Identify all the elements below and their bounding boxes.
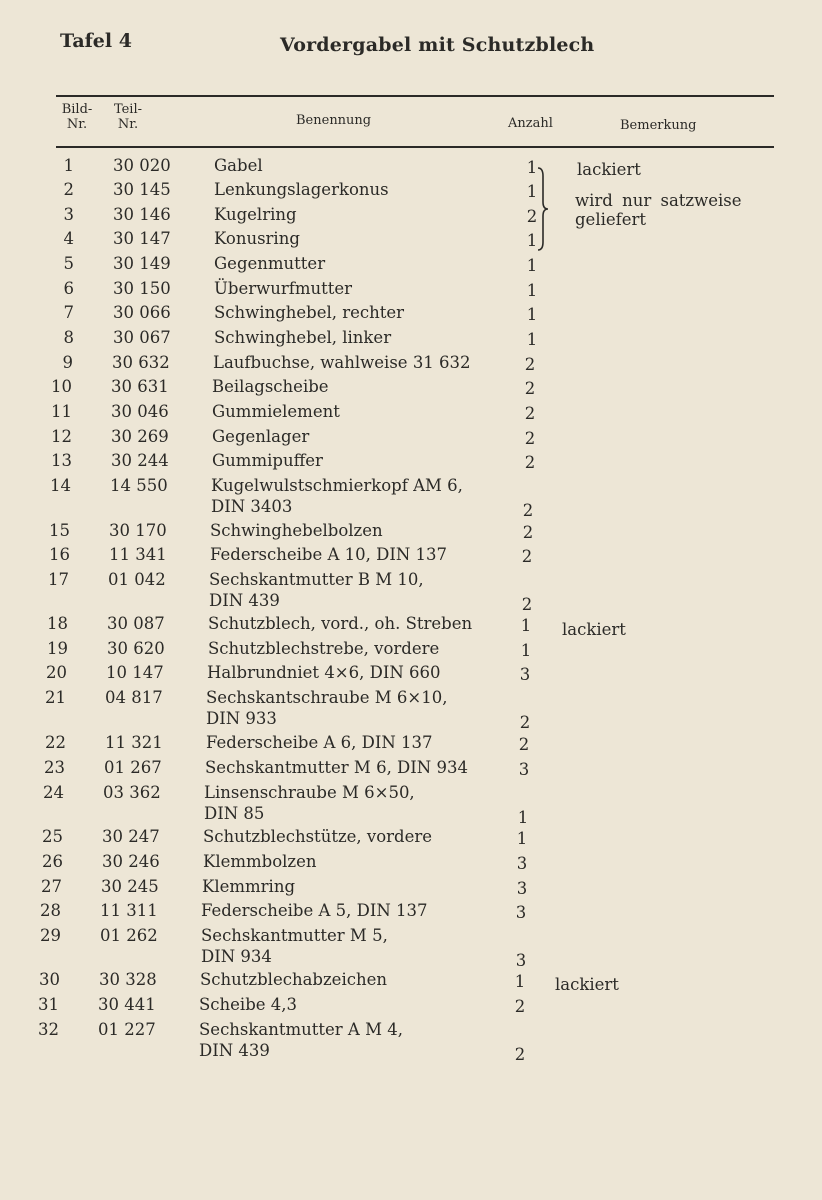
row-benennung-line2: DIN 3403 — [211, 497, 293, 516]
row-benennung: Kugelring — [214, 205, 297, 224]
row-anzahl: 1 — [526, 182, 538, 201]
row-benennung: Federscheibe A 6, DIN 137 — [206, 733, 433, 752]
row-anzahl: 1 — [514, 972, 526, 991]
row-teil-nr: 01 262 — [100, 926, 158, 945]
row-bild-nr: 8 — [63, 328, 74, 347]
column-header-bemerkung: Bemerkung — [620, 118, 697, 133]
row-teil-nr: 04 817 — [105, 688, 163, 707]
row-anzahl: 1 — [517, 808, 529, 827]
row-teil-nr: 30 150 — [113, 279, 171, 298]
row-benennung: Schutzblechabzeichen — [200, 970, 387, 989]
row-benennung-line2: DIN 439 — [209, 591, 280, 610]
row-bild-nr: 24 — [43, 783, 64, 802]
row-bild-nr: 12 — [51, 427, 72, 446]
row-teil-nr: 01 042 — [108, 570, 166, 589]
row-bild-nr: 27 — [41, 877, 62, 896]
row-anzahl: 1 — [526, 281, 538, 300]
row-anzahl: 2 — [518, 735, 530, 754]
remark-lackiert-30: lackiert — [555, 975, 619, 994]
row-bild-nr: 3 — [63, 205, 74, 224]
row-bild-nr: 11 — [51, 402, 72, 421]
row-benennung: Scheibe 4,3 — [199, 995, 298, 1014]
remark-lackiert-18: lackiert — [562, 620, 626, 639]
row-anzahl: 3 — [515, 951, 527, 970]
row-bild-nr: 17 — [48, 570, 69, 589]
row-teil-nr: 11 321 — [105, 733, 163, 752]
row-teil-nr: 30 246 — [102, 852, 160, 871]
row-benennung: Schwinghebelbolzen — [210, 521, 383, 540]
row-benennung: Lenkungslagerkonus — [214, 180, 389, 199]
column-header-bild-nr: Bild- Nr. — [61, 102, 93, 132]
row-bild-nr: 21 — [45, 688, 66, 707]
remark-geliefert: geliefert — [575, 210, 647, 229]
header-top-rule — [56, 95, 774, 97]
row-anzahl: 2 — [522, 523, 534, 542]
row-anzahl: 2 — [524, 379, 536, 398]
row-anzahl: 3 — [519, 665, 531, 684]
row-bild-nr: 6 — [63, 279, 74, 298]
row-teil-nr: 30 146 — [113, 205, 171, 224]
row-anzahl: 1 — [520, 641, 532, 660]
row-teil-nr: 30 067 — [113, 328, 171, 347]
row-benennung-line2: DIN 85 — [204, 804, 265, 823]
row-anzahl: 3 — [516, 854, 528, 873]
row-bild-nr: 15 — [49, 521, 70, 540]
row-benennung: Überwurfmutter — [214, 279, 353, 298]
row-teil-nr: 14 550 — [110, 476, 168, 495]
row-bild-nr: 1 — [63, 156, 74, 175]
row-teil-nr: 30 149 — [113, 254, 171, 273]
row-bild-nr: 30 — [39, 970, 60, 989]
row-bild-nr: 18 — [47, 614, 68, 633]
row-bild-nr: 25 — [42, 827, 63, 846]
row-benennung: Federscheibe A 5, DIN 137 — [201, 901, 428, 920]
row-benennung: Sechskantmutter B M 10, — [209, 570, 424, 589]
row-bild-nr: 31 — [38, 995, 59, 1014]
row-benennung: Schutzblech, vord., oh. Streben — [208, 614, 473, 633]
row-benennung: Klemmbolzen — [203, 852, 317, 871]
row-benennung: Klemmring — [202, 877, 296, 896]
row-anzahl: 1 — [526, 330, 538, 349]
row-teil-nr: 30 247 — [102, 827, 160, 846]
row-anzahl: 2 — [514, 997, 526, 1016]
remark-lackiert-1: lackiert — [577, 160, 641, 179]
row-teil-nr: 11 311 — [100, 901, 158, 920]
row-bild-nr: 29 — [40, 926, 61, 945]
row-benennung: Halbrundniet 4×6, DIN 660 — [207, 663, 441, 682]
row-bild-nr: 28 — [40, 901, 61, 920]
row-benennung: Gegenmutter — [214, 254, 326, 273]
row-anzahl: 1 — [516, 829, 528, 848]
row-benennung: Kugelwulstschmierkopf AM 6, — [211, 476, 463, 495]
row-teil-nr: 30 631 — [111, 377, 169, 396]
row-bild-nr: 16 — [49, 545, 70, 564]
row-teil-nr: 30 020 — [113, 156, 171, 175]
row-teil-nr: 30 269 — [111, 427, 169, 446]
row-benennung: Federscheibe A 10, DIN 137 — [210, 545, 448, 564]
row-teil-nr: 30 632 — [112, 353, 170, 372]
row-anzahl: 2 — [524, 429, 536, 448]
row-teil-nr: 30 244 — [111, 451, 169, 470]
row-anzahl: 2 — [524, 453, 536, 472]
row-benennung: Gummielement — [212, 402, 340, 421]
row-teil-nr: 03 362 — [103, 783, 161, 802]
row-anzahl: 2 — [521, 547, 533, 566]
row-benennung: Sechskantmutter M 6, DIN 934 — [205, 758, 468, 777]
row-anzahl: 2 — [524, 404, 536, 423]
row-anzahl: 2 — [521, 595, 533, 614]
row-benennung: Gegenlager — [212, 427, 310, 446]
row-bild-nr: 10 — [51, 377, 72, 396]
row-teil-nr: 30 147 — [113, 229, 171, 248]
row-benennung: Schwinghebel, rechter — [214, 303, 405, 322]
row-bild-nr: 22 — [45, 733, 66, 752]
row-benennung: Gabel — [214, 156, 263, 175]
row-benennung: Beilagscheibe — [212, 377, 329, 396]
row-anzahl: 1 — [526, 158, 538, 177]
row-benennung: Sechskantmutter M 5, — [201, 926, 388, 945]
row-anzahl: 1 — [526, 256, 538, 275]
row-anzahl: 1 — [526, 305, 538, 324]
row-benennung: Schwinghebel, linker — [214, 328, 392, 347]
row-bild-nr: 2 — [63, 180, 74, 199]
row-benennung: Gummipuffer — [212, 451, 323, 470]
row-benennung: Laufbuchse, wahlweise 31 632 — [213, 353, 471, 372]
row-benennung-line2: DIN 439 — [199, 1041, 270, 1060]
row-bild-nr: 23 — [44, 758, 65, 777]
column-header-teil-nr: Teil- Nr. — [113, 102, 143, 132]
plate-number: Tafel 4 — [60, 30, 132, 52]
row-anzahl: 2 — [524, 355, 536, 374]
row-anzahl: 3 — [516, 879, 528, 898]
row-teil-nr: 30 145 — [113, 180, 171, 199]
row-bild-nr: 9 — [62, 353, 73, 372]
row-anzahl: 2 — [519, 713, 531, 732]
row-anzahl: 1 — [520, 616, 532, 635]
row-teil-nr: 30 087 — [107, 614, 165, 633]
remark-brace — [536, 166, 550, 252]
row-teil-nr: 30 245 — [101, 877, 159, 896]
row-benennung: Schutzblechstütze, vordere — [203, 827, 433, 846]
row-benennung: Sechskantmutter A M 4, — [199, 1020, 403, 1039]
row-teil-nr: 30 046 — [111, 402, 169, 421]
row-teil-nr: 11 341 — [109, 545, 167, 564]
column-header-benennung: Benennung — [296, 113, 372, 128]
row-anzahl: 2 — [522, 501, 534, 520]
row-bild-nr: 32 — [38, 1020, 59, 1039]
row-benennung: Sechskantschraube M 6×10, — [206, 688, 448, 707]
header-bottom-rule — [56, 146, 774, 148]
row-benennung: Konusring — [214, 229, 300, 248]
column-header-anzahl: Anzahl — [508, 116, 553, 131]
row-teil-nr: 30 328 — [99, 970, 157, 989]
row-teil-nr: 01 227 — [98, 1020, 156, 1039]
remark-satzweise: wird nur satzweise — [575, 191, 742, 210]
row-benennung: Linsenschraube M 6×50, — [204, 783, 415, 802]
row-teil-nr: 30 066 — [113, 303, 171, 322]
row-anzahl: 1 — [526, 231, 538, 250]
row-anzahl: 2 — [526, 207, 538, 226]
row-bild-nr: 5 — [63, 254, 74, 273]
page-title: Vordergabel mit Schutzblech — [280, 34, 595, 56]
row-anzahl: 3 — [515, 903, 527, 922]
row-bild-nr: 13 — [51, 451, 72, 470]
row-bild-nr: 4 — [63, 229, 74, 248]
row-teil-nr: 01 267 — [104, 758, 162, 777]
row-teil-nr: 30 620 — [107, 639, 165, 658]
row-teil-nr: 30 170 — [109, 521, 167, 540]
row-anzahl: 2 — [514, 1045, 526, 1064]
row-benennung-line2: DIN 933 — [206, 709, 277, 728]
row-benennung-line2: DIN 934 — [201, 947, 272, 966]
row-teil-nr: 10 147 — [106, 663, 164, 682]
row-benennung: Schutzblechstrebe, vordere — [208, 639, 440, 658]
row-bild-nr: 26 — [42, 852, 63, 871]
row-bild-nr: 20 — [46, 663, 67, 682]
row-teil-nr: 30 441 — [98, 995, 156, 1014]
row-anzahl: 3 — [518, 760, 530, 779]
row-bild-nr: 7 — [63, 303, 74, 322]
row-bild-nr: 14 — [50, 476, 71, 495]
row-bild-nr: 19 — [47, 639, 68, 658]
